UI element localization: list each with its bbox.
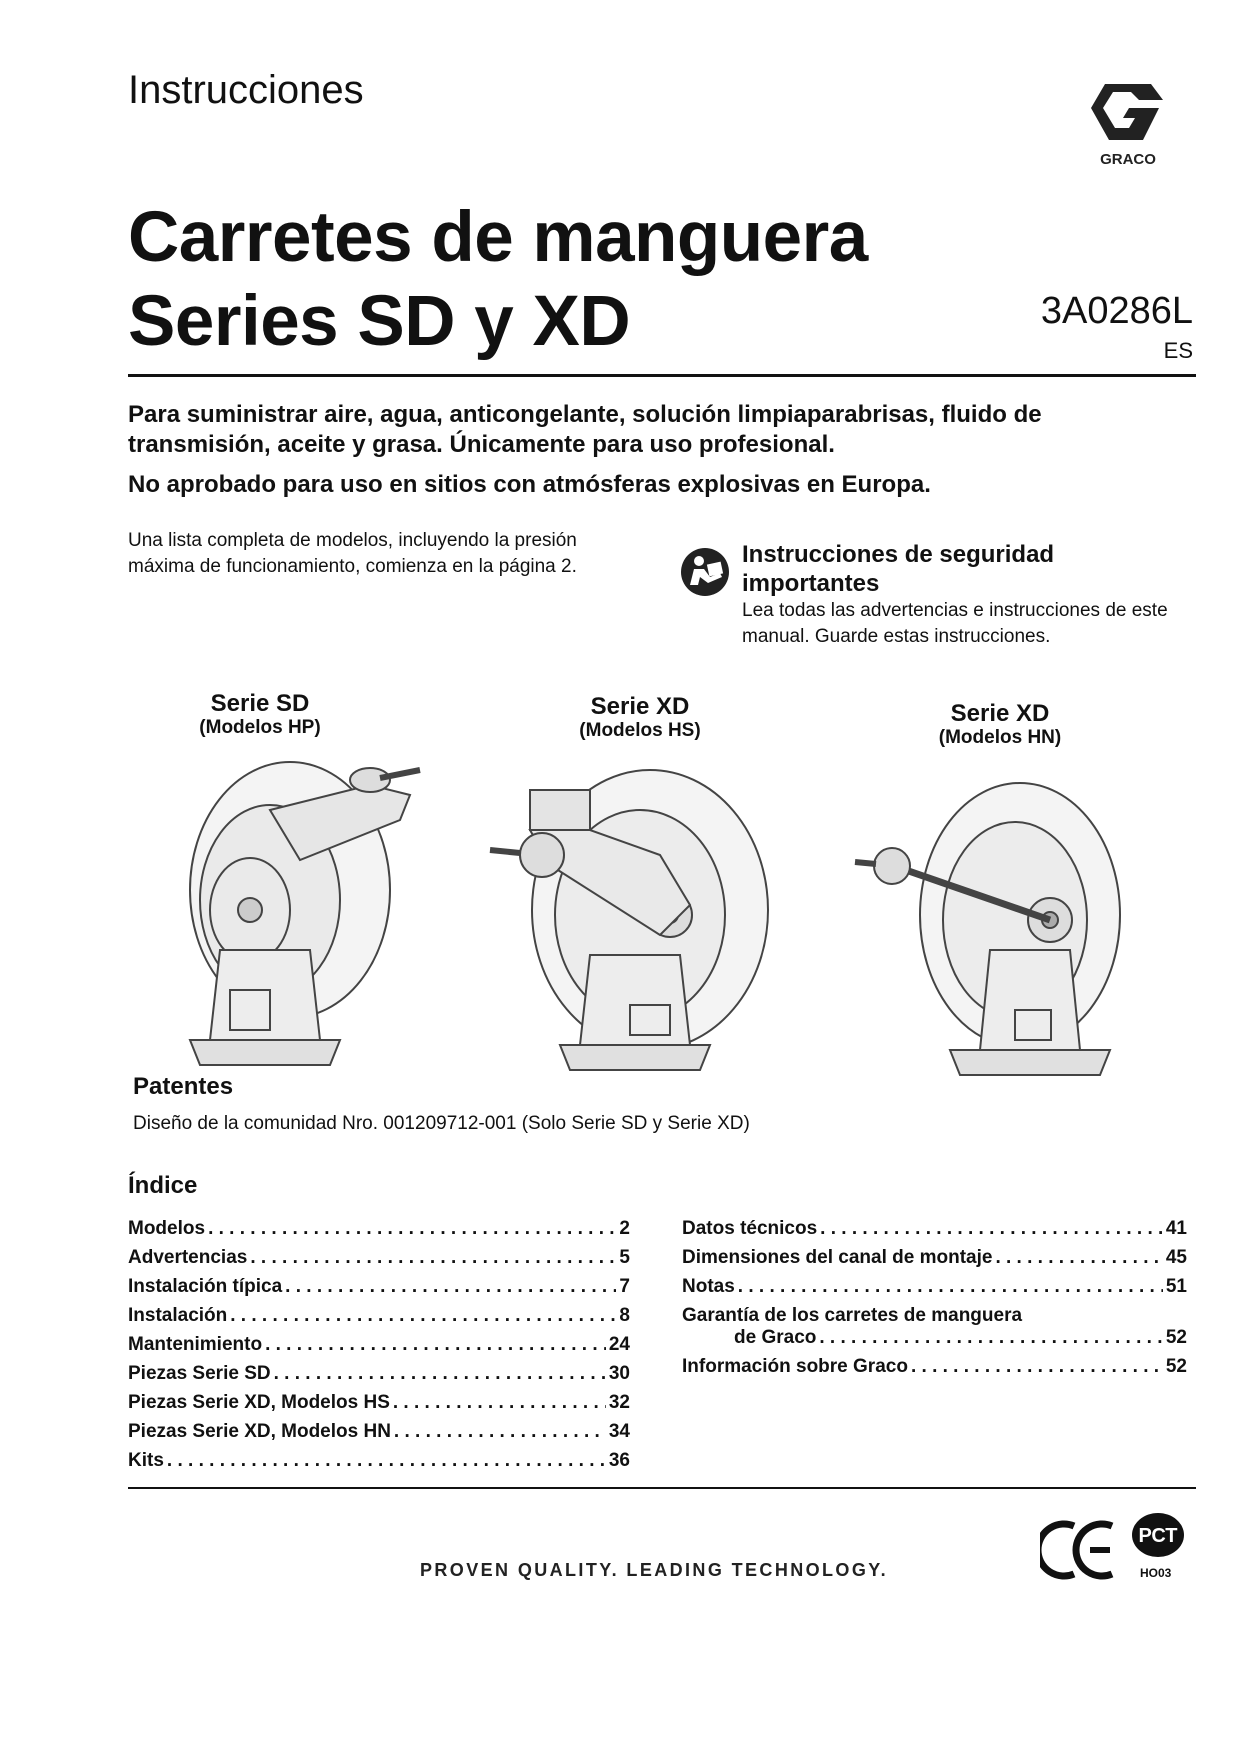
language-code: ES <box>1163 338 1193 363</box>
title-line-2: Series SD y XD <box>128 282 631 361</box>
header-divider <box>128 374 1196 377</box>
svg-text:РСТ: РСТ <box>1138 1525 1178 1547</box>
reel-label-xd-hn <box>900 701 1100 749</box>
toc-entry[interactable]: Kits . . . 36 <box>128 1450 630 1479</box>
reel-label-xd-hs <box>540 694 740 742</box>
patents-text: Diseño de la comunidad Nro. 001209712-001 (Solo Serie SD y Serie XD) <box>133 1113 750 1134</box>
safety-body: Lea todas las advertencias e instrucciones de este manual. Guarde estas instrucciones. <box>742 600 1168 647</box>
toc-entry[interactable]: Instalación . . . 8 <box>128 1305 630 1334</box>
toc-left <box>128 1218 630 1479</box>
reel-models: (Modelos HS) <box>579 720 701 741</box>
toc-entry[interactable]: Instalación típica . . . 7 <box>128 1276 630 1305</box>
logo-text: GRACO <box>1100 151 1156 168</box>
reel-illustration-xd-hs <box>480 755 780 1075</box>
purpose-block <box>128 400 1148 510</box>
graco-logo <box>1085 78 1171 170</box>
toc-entry[interactable]: Información sobre Graco . . . 52 <box>682 1356 1187 1385</box>
toc-entry[interactable]: Piezas Serie XD, Modelos HS . . . 32 <box>128 1392 630 1421</box>
purpose-line-2: No aprobado para uso en sitios con atmósferas explosivas en Europa. <box>128 471 931 498</box>
reel-series: Serie XD <box>590 693 690 720</box>
toc-entry[interactable]: Piezas Serie XD, Modelos HN . . . 34 <box>128 1421 630 1450</box>
toc-entry[interactable]: Mantenimiento . . . 24 <box>128 1334 630 1363</box>
page-title <box>128 196 868 364</box>
patents-heading: Patentes <box>133 1073 234 1100</box>
safety-title: Instrucciones de seguridad importantes <box>742 541 1055 597</box>
tagline: PROVEN QUALITY. LEADING TECHNOLOGY. <box>420 1560 889 1580</box>
reel-series: Serie SD <box>210 690 310 717</box>
document-number: 3A0286L <box>1040 290 1193 332</box>
toc-entry[interactable]: Advertencias . . . 5 <box>128 1247 630 1276</box>
purpose-line-1: Para suministrar aire, agua, anticongelante, solución limpiaparabrisas, fluido de transmisión, aceite y grasa. Únicamente para uso profesional. <box>128 401 1042 458</box>
toc-entry[interactable]: Piezas Serie SD . . . 30 <box>128 1363 630 1392</box>
pct-certification-icon <box>1130 1510 1190 1560</box>
index-heading: Índice <box>128 1172 198 1199</box>
document-type: Instrucciones <box>128 68 364 112</box>
certification-code: HO03 <box>1140 1566 1172 1580</box>
toc-entry[interactable]: Notas . . . 51 <box>682 1276 1187 1305</box>
read-manual-icon <box>680 547 730 597</box>
reel-models: (Modelos HN) <box>938 727 1062 748</box>
footer-divider <box>128 1487 1196 1489</box>
models-note: Una lista completa de modelos, incluyendo la presión máxima de funcionamiento, comienza en la página 2. <box>128 530 577 577</box>
toc-right <box>682 1218 1187 1385</box>
toc-entry[interactable]: Garantía de los carretes de manguera <box>682 1305 1023 1326</box>
reel-illustration-sd <box>170 750 430 1070</box>
toc-entry[interactable]: Datos técnicos . . . 41 <box>682 1218 1187 1247</box>
ce-mark-icon <box>1040 1520 1118 1580</box>
title-line-1: Carretes de manguera <box>128 198 868 277</box>
toc-entry[interactable]: Modelos . . . 2 <box>128 1218 630 1247</box>
reel-series: Serie XD <box>950 700 1050 727</box>
reel-illustration-xd-hn <box>850 770 1130 1080</box>
toc-entry[interactable]: Dimensiones del canal de montaje . . . 45 <box>682 1247 1187 1276</box>
reel-label-sd <box>160 691 360 739</box>
toc-entry-continuation[interactable]: de Graco . . . 52 <box>682 1327 1187 1356</box>
reel-models: (Modelos HP) <box>199 717 321 738</box>
